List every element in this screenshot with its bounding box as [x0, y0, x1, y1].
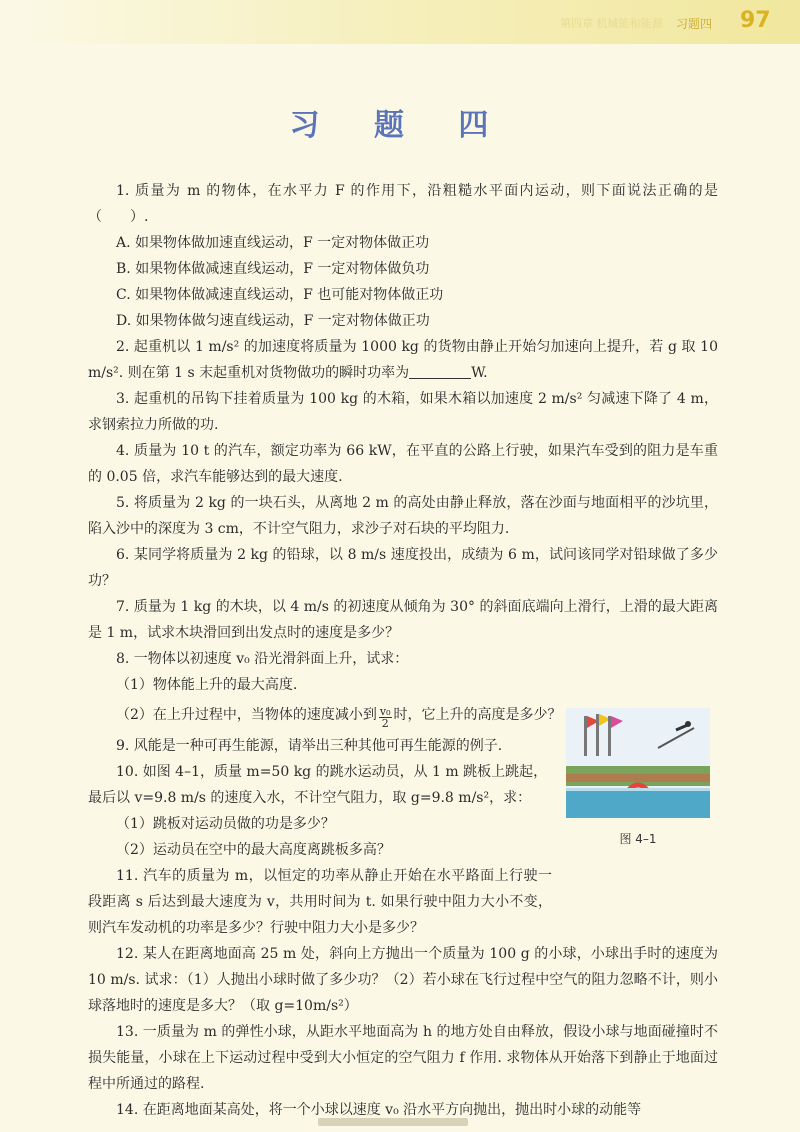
pool-edge [566, 788, 710, 791]
problem-12: 12. 某人在距离地面高 25 m 处，斜向上方抛出一个质量为 100 g 的小球，小球出手时的速度为 10 m/s. 试求：（1）人抛出小球时做了多少功？（2）若小球在飞行过程中空气的阻力忽略不计，则小球落地时的速度是多大？（取 g=10m/s²） [88, 946, 718, 1014]
problem-2-text: 2. 起重机以 1 m/s² 的加速度将质量为 1000 kg 的货物由静止开始匀加速向上提升，若 g 取 10 m/s². 则在第 1 s 末起重机对货物做功的瞬时功率为 [88, 339, 718, 381]
problem-1-option-a: A. 如果物体做加速直线运动，F 一定对物体做正功 [116, 235, 430, 251]
fraction-v0-over-2 [379, 706, 392, 729]
problem-10-q2: （2）运动员在空中的最大高度离跳板多高？ [116, 842, 391, 858]
problem-8-stem: 8. 一物体以初速度 v₀ 沿光滑斜面上升，试求： [116, 651, 409, 667]
problem-2-unit: W. [471, 365, 488, 381]
flag-pole-3 [608, 716, 611, 756]
swimming-pool [566, 788, 710, 818]
crowd-band [566, 774, 710, 782]
problem-10-line-1: 10. 如图 4–1，质量 m=50 kg 的跳水运动员，从 1 m 跳板上跳起， [116, 764, 548, 780]
problem-9: 9. 风能是一种可再生能源，请举出三种其他可再生能源的例子. [116, 738, 503, 754]
exercise-list [88, 178, 718, 1123]
flag-pole-2 [596, 714, 599, 756]
fraction-numerator: v₀ [379, 705, 391, 718]
problem-3: 3. 起重机的吊钩下挂着质量为 100 kg 的木箱，如果木箱以加速度 2 m/s² 匀减速下降了 4 m，求钢索拉力所做的功. [88, 391, 718, 433]
problem-1-option-c: C. 如果物体做减速直线运动，F 也可能对物体做正功 [116, 287, 444, 303]
problem-2 [88, 334, 718, 386]
problem-13: 13. 一质量为 m 的弹性小球，从距水平地面高为 h 的地方处自由释放，假设小球与地面碰撞时不损失能量，小球在上下运动过程中受到大小恒定的空气阻力 f 作用. 求物体从开始落下到静止于地面过程中所通过的路程. [88, 1024, 718, 1092]
problem-11: 11. 汽车的质量为 m，以恒定的功率从静止开始在水平路面上行驶一段距离 s 后达到最大速度为 v，共用时间为 t. 如果行驶中阻力大小不变，则汽车发动机的功率是多少？行驶中阻力大小是多少？ [88, 868, 552, 936]
page-footer-mark [318, 1118, 468, 1126]
problem-4: 4. 质量为 10 t 的汽车，额定功率为 66 kW，在平直的公路上行驶，如果汽车受到的阻力是车重的 0.05 倍，求汽车能够达到的最大速度. [88, 443, 718, 485]
problem-1-option-b: B. 如果物体做减速直线运动，F 一定对物体做负功 [116, 261, 430, 277]
problem-10-q1: （1）跳板对运动员做的功是多少？ [116, 816, 335, 832]
problem-8-q1: （1）物体能上升的最大高度. [116, 677, 298, 693]
header-section-label: 习题四 [676, 17, 713, 31]
page-header [0, 0, 800, 44]
page-title: 习 题 四 [289, 108, 511, 143]
problem-8-q2-tail: 时，它上升的高度是多少？ [393, 707, 562, 723]
problem-10-line-2: 最后以 v=9.8 m/s 的速度入水，不计空气阻力，取 g=9.8 m/s²，求： [88, 790, 532, 806]
answer-blank [409, 364, 471, 379]
problem-8-q2-text: （2）在上升过程中，当物体的速度减小到 [116, 707, 377, 723]
page-number: 97 [740, 8, 771, 33]
problem-7: 7. 质量为 1 kg 的木块，以 4 m/s 的初速度从倾角为 30° 的斜面底端向上滑行，上滑的最大距离是 1 m，试求木块滑回到出发点时的速度是多少？ [88, 599, 718, 641]
flag-pole-1 [584, 716, 587, 756]
problem-6: 6. 某同学将质量为 2 kg 的铅球，以 8 m/s 速度投出，成绩为 6 m，试问该同学对铅球做了多少功？ [88, 547, 718, 589]
problem-1-option-d: D. 如果物体做匀速直线运动，F 一定对物体做正功 [116, 313, 430, 329]
figure-caption: 图 4–1 [619, 832, 657, 846]
diving-scene-illustration [566, 708, 710, 818]
fraction-denominator: 2 [381, 717, 389, 730]
diving-photo-icon [566, 708, 710, 818]
problem-1-stem: 1. 质量为 m 的物体，在水平力 F 的作用下，沿粗糙水平面内运动，则下面说法正确的是（ ）. [88, 183, 718, 225]
problem-14: 14. 在距离地面某高处，将一个小球以速度 v₀ 沿水平方向抛出，抛出时小球的动能等 [116, 1102, 642, 1118]
problem-5: 5. 将质量为 2 kg 的一块石头，从离地 2 m 的高处由静止释放，落在沙面与地面相平的沙坑里，陷入沙中的深度为 3 cm，不计空气阻力，求沙子对石块的平均阻力. [88, 495, 718, 537]
header-chapter-faded: 第四章 机械能和能源 [560, 17, 663, 30]
